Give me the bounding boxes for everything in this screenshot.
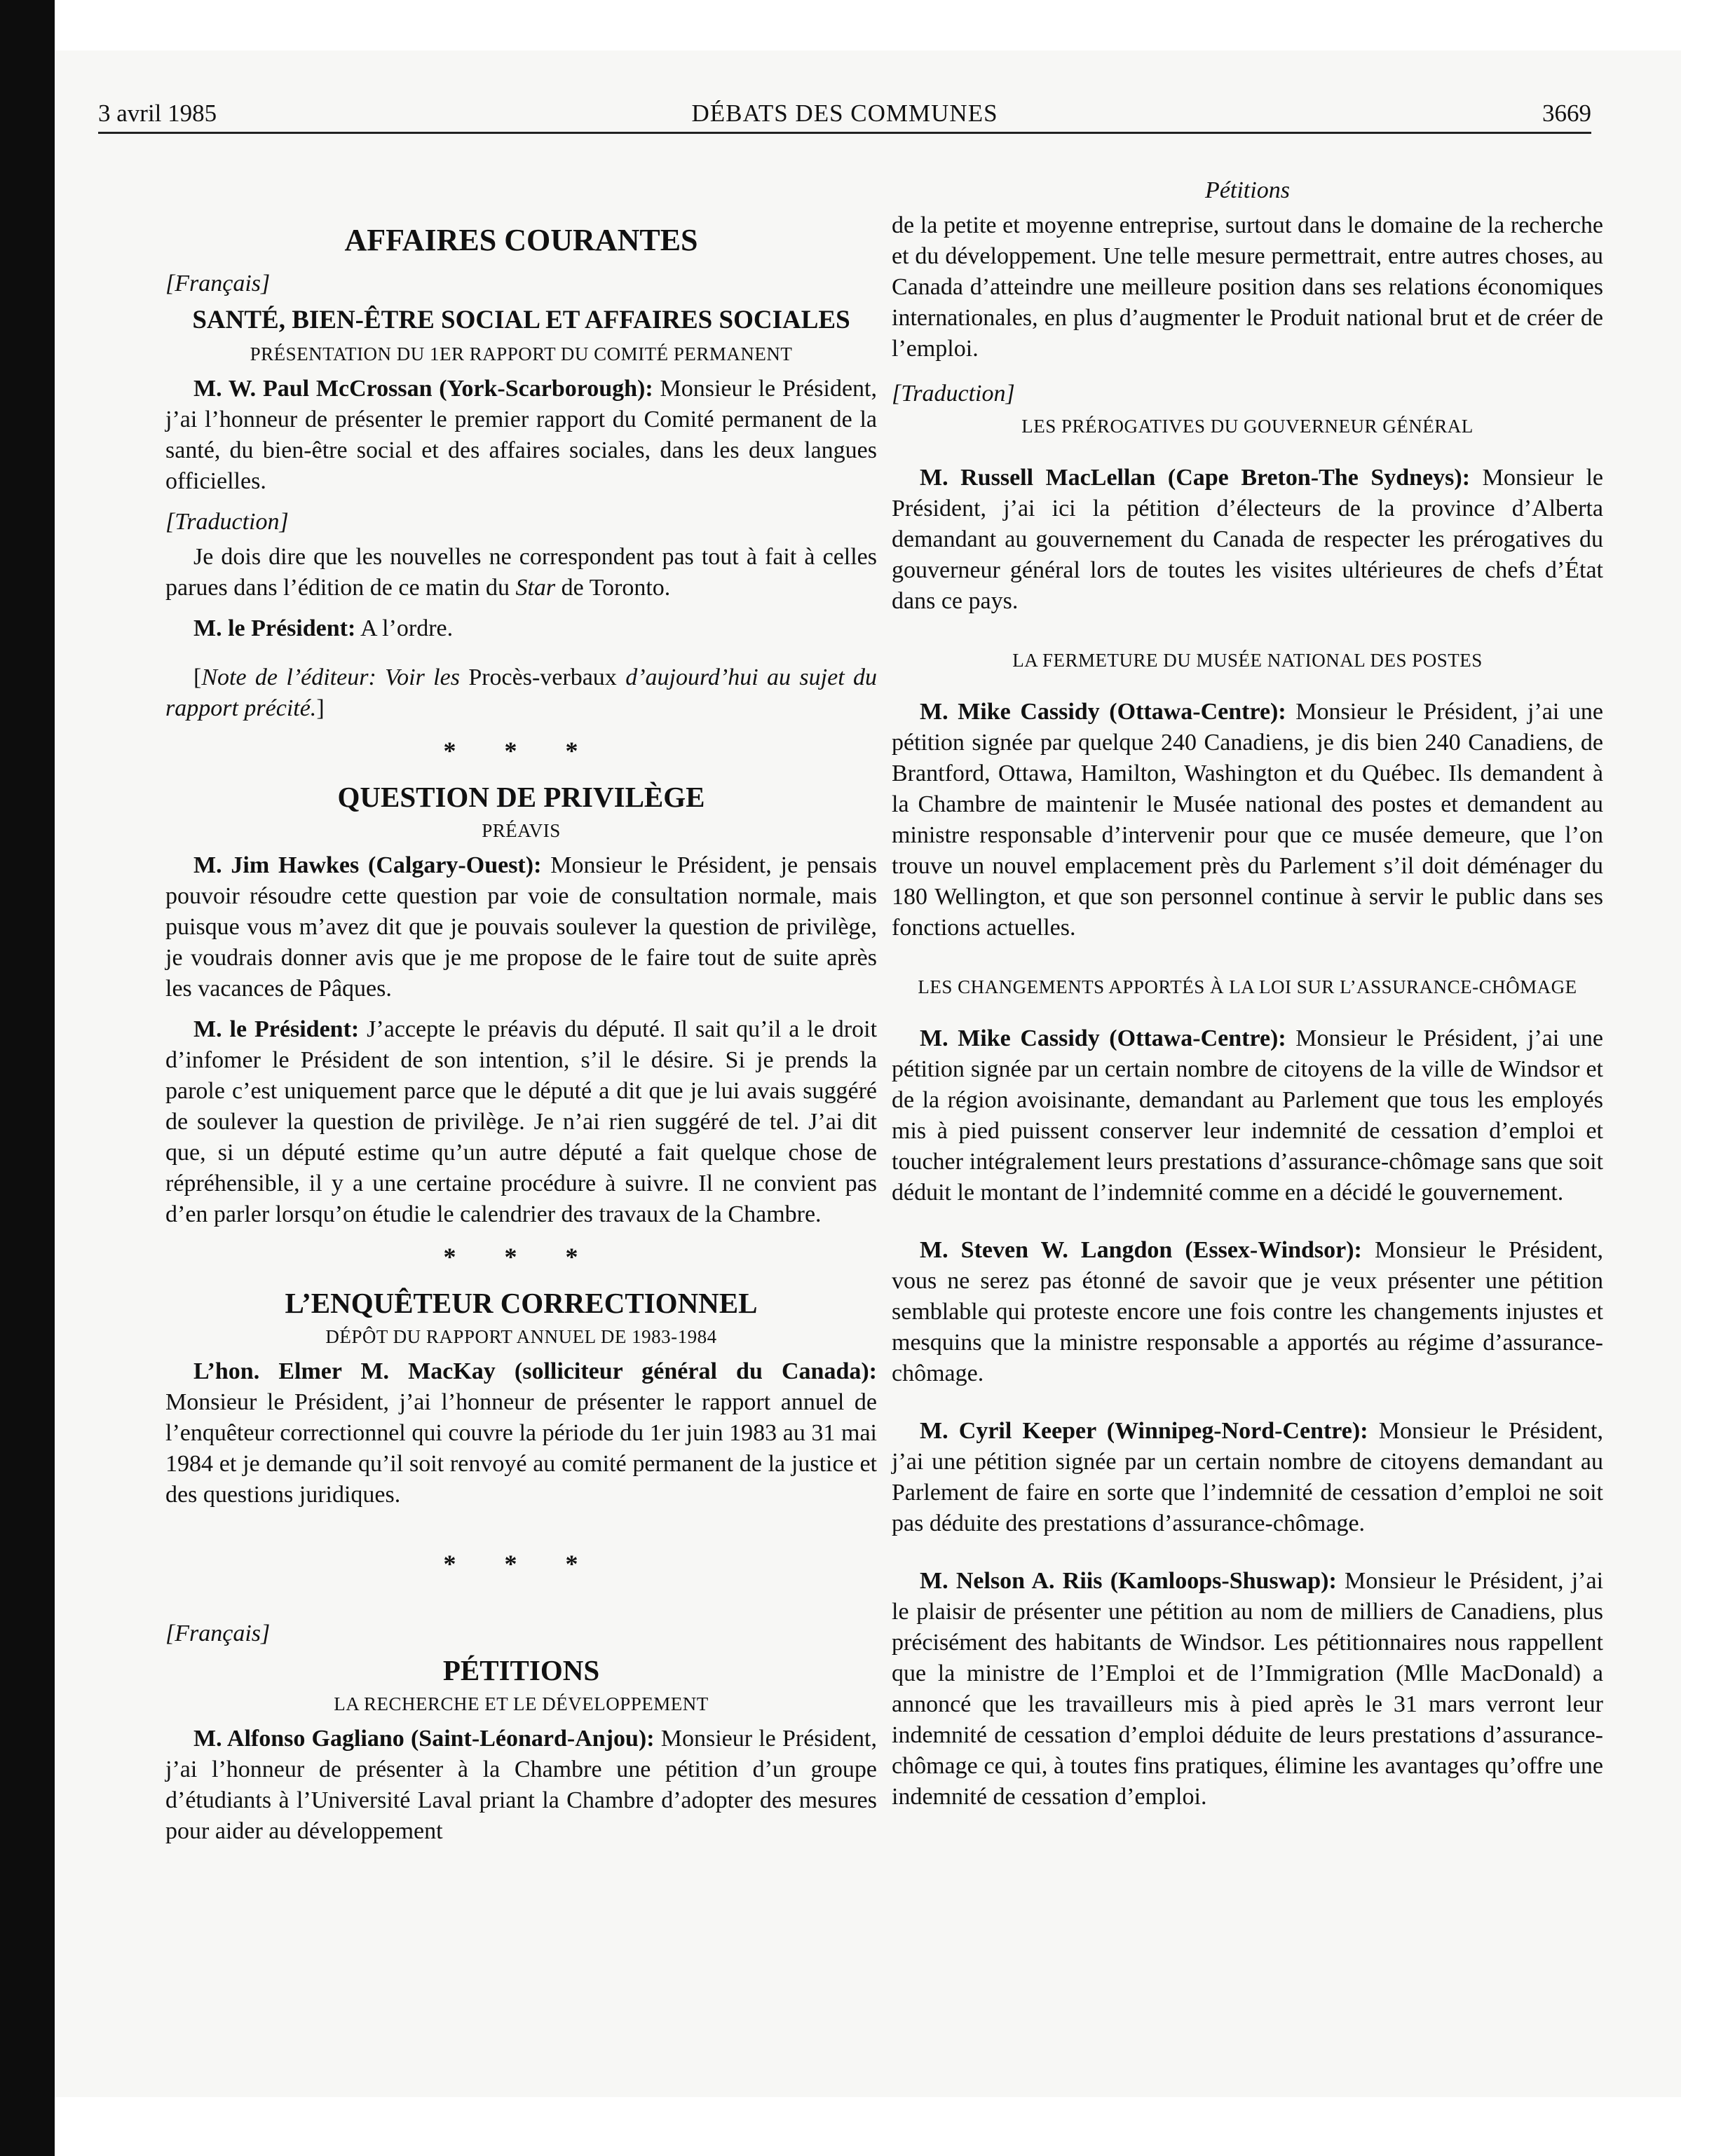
speaker-name: L’hon. Elmer M. MacKay (solliciteur général du Canada): xyxy=(193,1358,877,1384)
subheading-presentation: PRÉSENTATION DU 1ER RAPPORT DU COMITÉ PERMANENT xyxy=(250,343,793,364)
speech-paragraph xyxy=(892,1566,1603,1813)
speech-paragraph xyxy=(165,1356,877,1510)
speech-paragraph xyxy=(892,1023,1603,1208)
language-note-text: Traduction xyxy=(901,381,1006,407)
speaker-name: M. le Président: xyxy=(193,1016,360,1042)
speech-paragraph xyxy=(892,463,1603,617)
subheading-depot: DÉPÔT DU RAPPORT ANNUEL DE 1983-1984 xyxy=(325,1326,717,1347)
speaker-name: M. Russell MacLellan (Cape Breton-The Sydneys): xyxy=(920,465,1471,491)
speech-paragraph-continued xyxy=(892,210,1603,364)
header-publication: DÉBATS DES COMMUNES xyxy=(691,100,998,127)
header-page-number: 3669 xyxy=(1542,100,1591,127)
section-title-petitions: PÉTITIONS xyxy=(442,1654,600,1686)
page-rubric: Pétitions xyxy=(1205,177,1290,203)
speaker-name: M. Steven W. Langdon (Essex-Windsor): xyxy=(920,1237,1362,1263)
editor-note-ref: Procès-verbaux xyxy=(468,664,617,690)
section-title-affaires: AFFAIRES COURANTES xyxy=(344,223,698,257)
speech-text: Monsieur le Président, j’ai l’honneur de présenter à la Chambre une pétition d’un groupe d’étudiants à l’Université Laval priant la Chambre d’adopter des mesures pour aider au développement xyxy=(165,1726,877,1844)
speaker-name: M. Mike Cassidy (Ottawa-Centre): xyxy=(920,1025,1286,1051)
speech-text: Monsieur le Président, je pensais pouvoir résoudre cette question par voie de consultation normale, mais puisque vous m’avez dit que je pouvais soulever la question de privilège, je voudrais donner avis que je me propose de le faire tout de suite après les vacances de Pâques. xyxy=(165,852,877,1002)
speech-text: Monsieur le Président, j’ai une pétition signée par un certain nombre de citoyens de la ville de Windsor et de la région avoisinante, demandant au Parlement que tous les employés mis à pied puissent conserver leur indemnité de cessation d’emploi et toucher intégralement leurs prestations d’assurance-chômage sans que soit déduit le montant de l’indemnité comme en a décidé le gouvernement. xyxy=(892,1025,1603,1206)
speaker-name: M. Cyril Keeper (Winnipeg-Nord-Centre): xyxy=(920,1418,1368,1444)
newspaper-name: Star xyxy=(515,575,556,601)
scan-border-left xyxy=(0,0,55,2156)
editor-note: [Note de l’éditeur: Voir les Procès-verbaux d’aujourd’hui au sujet du rapport précité.] xyxy=(165,664,878,721)
speech-paragraph xyxy=(165,850,877,1004)
speech-paragraph xyxy=(165,1014,877,1230)
subheading-preavis: PRÉAVIS xyxy=(482,820,561,841)
speech-paragraph xyxy=(892,697,1603,943)
section-separator: * * * xyxy=(443,1550,599,1578)
speaker-name: M. W. Paul McCrossan (York-Scarborough): xyxy=(193,376,653,402)
speech-text: Monsieur le Président, j’ai l’honneur de présenter le premier rapport du Comité permanent de la santé, du bien-être social et des affaires sociales, dans les deux langues officielles. xyxy=(165,376,877,494)
language-note: [Traduction] xyxy=(892,381,1015,407)
speaker-name: M. Alfonso Gagliano (Saint-Léonard-Anjou): xyxy=(193,1726,655,1752)
speech-paragraph xyxy=(892,1416,1603,1539)
speech-text: A l’ordre. xyxy=(360,615,454,641)
speech-text: Monsieur le Président, j’ai ici la pétition d’électeurs de la province d’Alberta demandant au gouvernement du Canada de respecter les prérogatives du gouverneur général lors de toutes les visites ultérieures de chefs d’État dans ce pays. xyxy=(892,465,1603,614)
language-note-text: Français xyxy=(175,271,261,296)
subheading-changements: LES CHANGEMENTS APPORTÉS À LA LOI SUR L’ASSURANCE-CHÔMAGE xyxy=(918,976,1577,997)
speech-text: de la petite et moyenne entreprise, surtout dans le domaine de la recherche et du développement. Une telle mesure permettrait, entre autres choses, au Canada d’atteindre une meilleure position dans ses relations économiques internationales, en plus d’augmenter le Produit national brut et de créer de l’emploi. xyxy=(892,212,1603,362)
right-column xyxy=(892,177,1604,1822)
language-note: [Français] xyxy=(165,1621,271,1646)
language-note: [Français] xyxy=(165,271,271,296)
speaker-name: M. Jim Hawkes (Calgary-Ouest): xyxy=(193,852,542,878)
speech-paragraph xyxy=(892,1235,1603,1389)
speech-text: J’accepte le préavis du député. Il sait qu’il a le droit d’infomer le Président de son intention, s’il le désire. Si je prends la parole c’est uniquement parce que le député a dit que je lui avais suggéré de soulever la question de privilège. Je n’ai rien suggéré de tel. J’ai dit que, si un député estime qu’un autre député a fait quelque chose de répréhensible, il y a une certaine procédure à suivre. Il ne convient pas d’en parler lorsqu’on étudie le calendrier des travaux de la Chambre. xyxy=(165,1016,878,1227)
speech-text: Monsieur le Président, j’ai une pétition signée par quelque 240 Canadiens, je dis bien 240 Canadiens, de Brantford, Ottawa, Hamilton, Washington et du Québec. Ils demandent à la Chambre de maintenir le Musée national des postes et demandent au ministre responsable d’intervenir pour que ce musée demeure, que l’on trouve un nouvel emplacement près du Parlement s’il doit déménager du 180 Wellington, et que son personnel continue à servir le public dans ses fonctions actuelles. xyxy=(892,699,1603,941)
subheading-recherche: LA RECHERCHE ET LE DÉVELOPPEMENT xyxy=(334,1693,709,1714)
section-title-enqueteur: L’ENQUÊTEUR CORRECTIONNEL xyxy=(285,1287,758,1319)
speech-text: Monsieur le Président, j’ai l’honneur de présenter le rapport annuel de l’enquêteur correctionnel qui couvre la période du 1er juin 1983 au 31 mai 1984 et je demande qu’il soit renvoyé au comité permanent de la justice et des questions juridiques. xyxy=(165,1389,877,1508)
section-separator: * * * xyxy=(443,737,599,765)
speaker-name: M. Mike Cassidy (Ottawa-Centre): xyxy=(920,699,1286,725)
language-note-text: Traduction xyxy=(175,509,280,535)
speech-text: Monsieur le Président, j’ai une pétition signée par un certain nombre de citoyens demandant au Parlement de faire en sorte que l’indemnité de cessation d’emploi ne soit pas déduite des prestations d’assurance-chômage. xyxy=(892,1418,1604,1536)
speech-paragraph xyxy=(165,374,877,497)
speaker-name: M. Nelson A. Riis (Kamloops-Shuswap): xyxy=(920,1568,1337,1594)
editor-note-text: Note de l’éditeur: Voir les xyxy=(201,664,460,690)
speech-paragraph xyxy=(165,1724,877,1847)
header-date: 3 avril 1985 xyxy=(98,100,217,127)
section-title-privilege: QUESTION DE PRIVILÈGE xyxy=(337,781,705,813)
section-title-sante: SANTÉ, BIEN-ÊTRE SOCIAL ET AFFAIRES SOCIALES xyxy=(192,306,850,334)
speech-text: Monsieur le Président, j’ai le plaisir de présenter une pétition au nom de milliers de Canadiens, plus précisément des habitants de Windsor. Les pétitionnaires nous rappellent que la ministre de l’Emploi et de l’Immigration (Mlle MacDonald) a annoncé que les travailleurs mis à pied après le 31 mars verront leur indemnité de cessation d’emploi déduite de leurs prestations d’assurance-chômage ce qui, à toutes fins pratiques, élimine les avantages qu’offre une indemnité de cessation d’emploi. xyxy=(892,1568,1604,1810)
subheading-musee: LA FERMETURE DU MUSÉE NATIONAL DES POSTES xyxy=(1012,650,1483,671)
speech-text: de Toronto. xyxy=(561,575,671,601)
editor-note-text: d’aujourd’hui au sujet du rapport précité. xyxy=(165,664,878,721)
section-separator: * * * xyxy=(443,1243,599,1271)
left-column xyxy=(165,179,877,1857)
speech-paragraph xyxy=(165,542,877,603)
speaker-name: M. le Président: xyxy=(193,615,356,641)
subheading-prerogatives: LES PRÉROGATIVES DU GOUVERNEUR GÉNÉRAL xyxy=(1021,416,1474,437)
language-note: [Traduction] xyxy=(165,509,289,535)
running-header xyxy=(98,79,1591,134)
speech-text: Je dois dire que les nouvelles ne correspondent pas tout à fait à celles parues dans l’édition de ce matin du xyxy=(165,544,877,601)
language-note-text: Français xyxy=(175,1621,261,1646)
speech-text: Monsieur le Président, vous ne serez pas étonné de savoir que je veux présenter une pétition semblable qui proteste encore une fois contre les changements injustes et mesquins que la ministre responsable a apportés au régime d’assurance-chômage. xyxy=(892,1237,1603,1386)
speech-paragraph xyxy=(165,613,877,644)
